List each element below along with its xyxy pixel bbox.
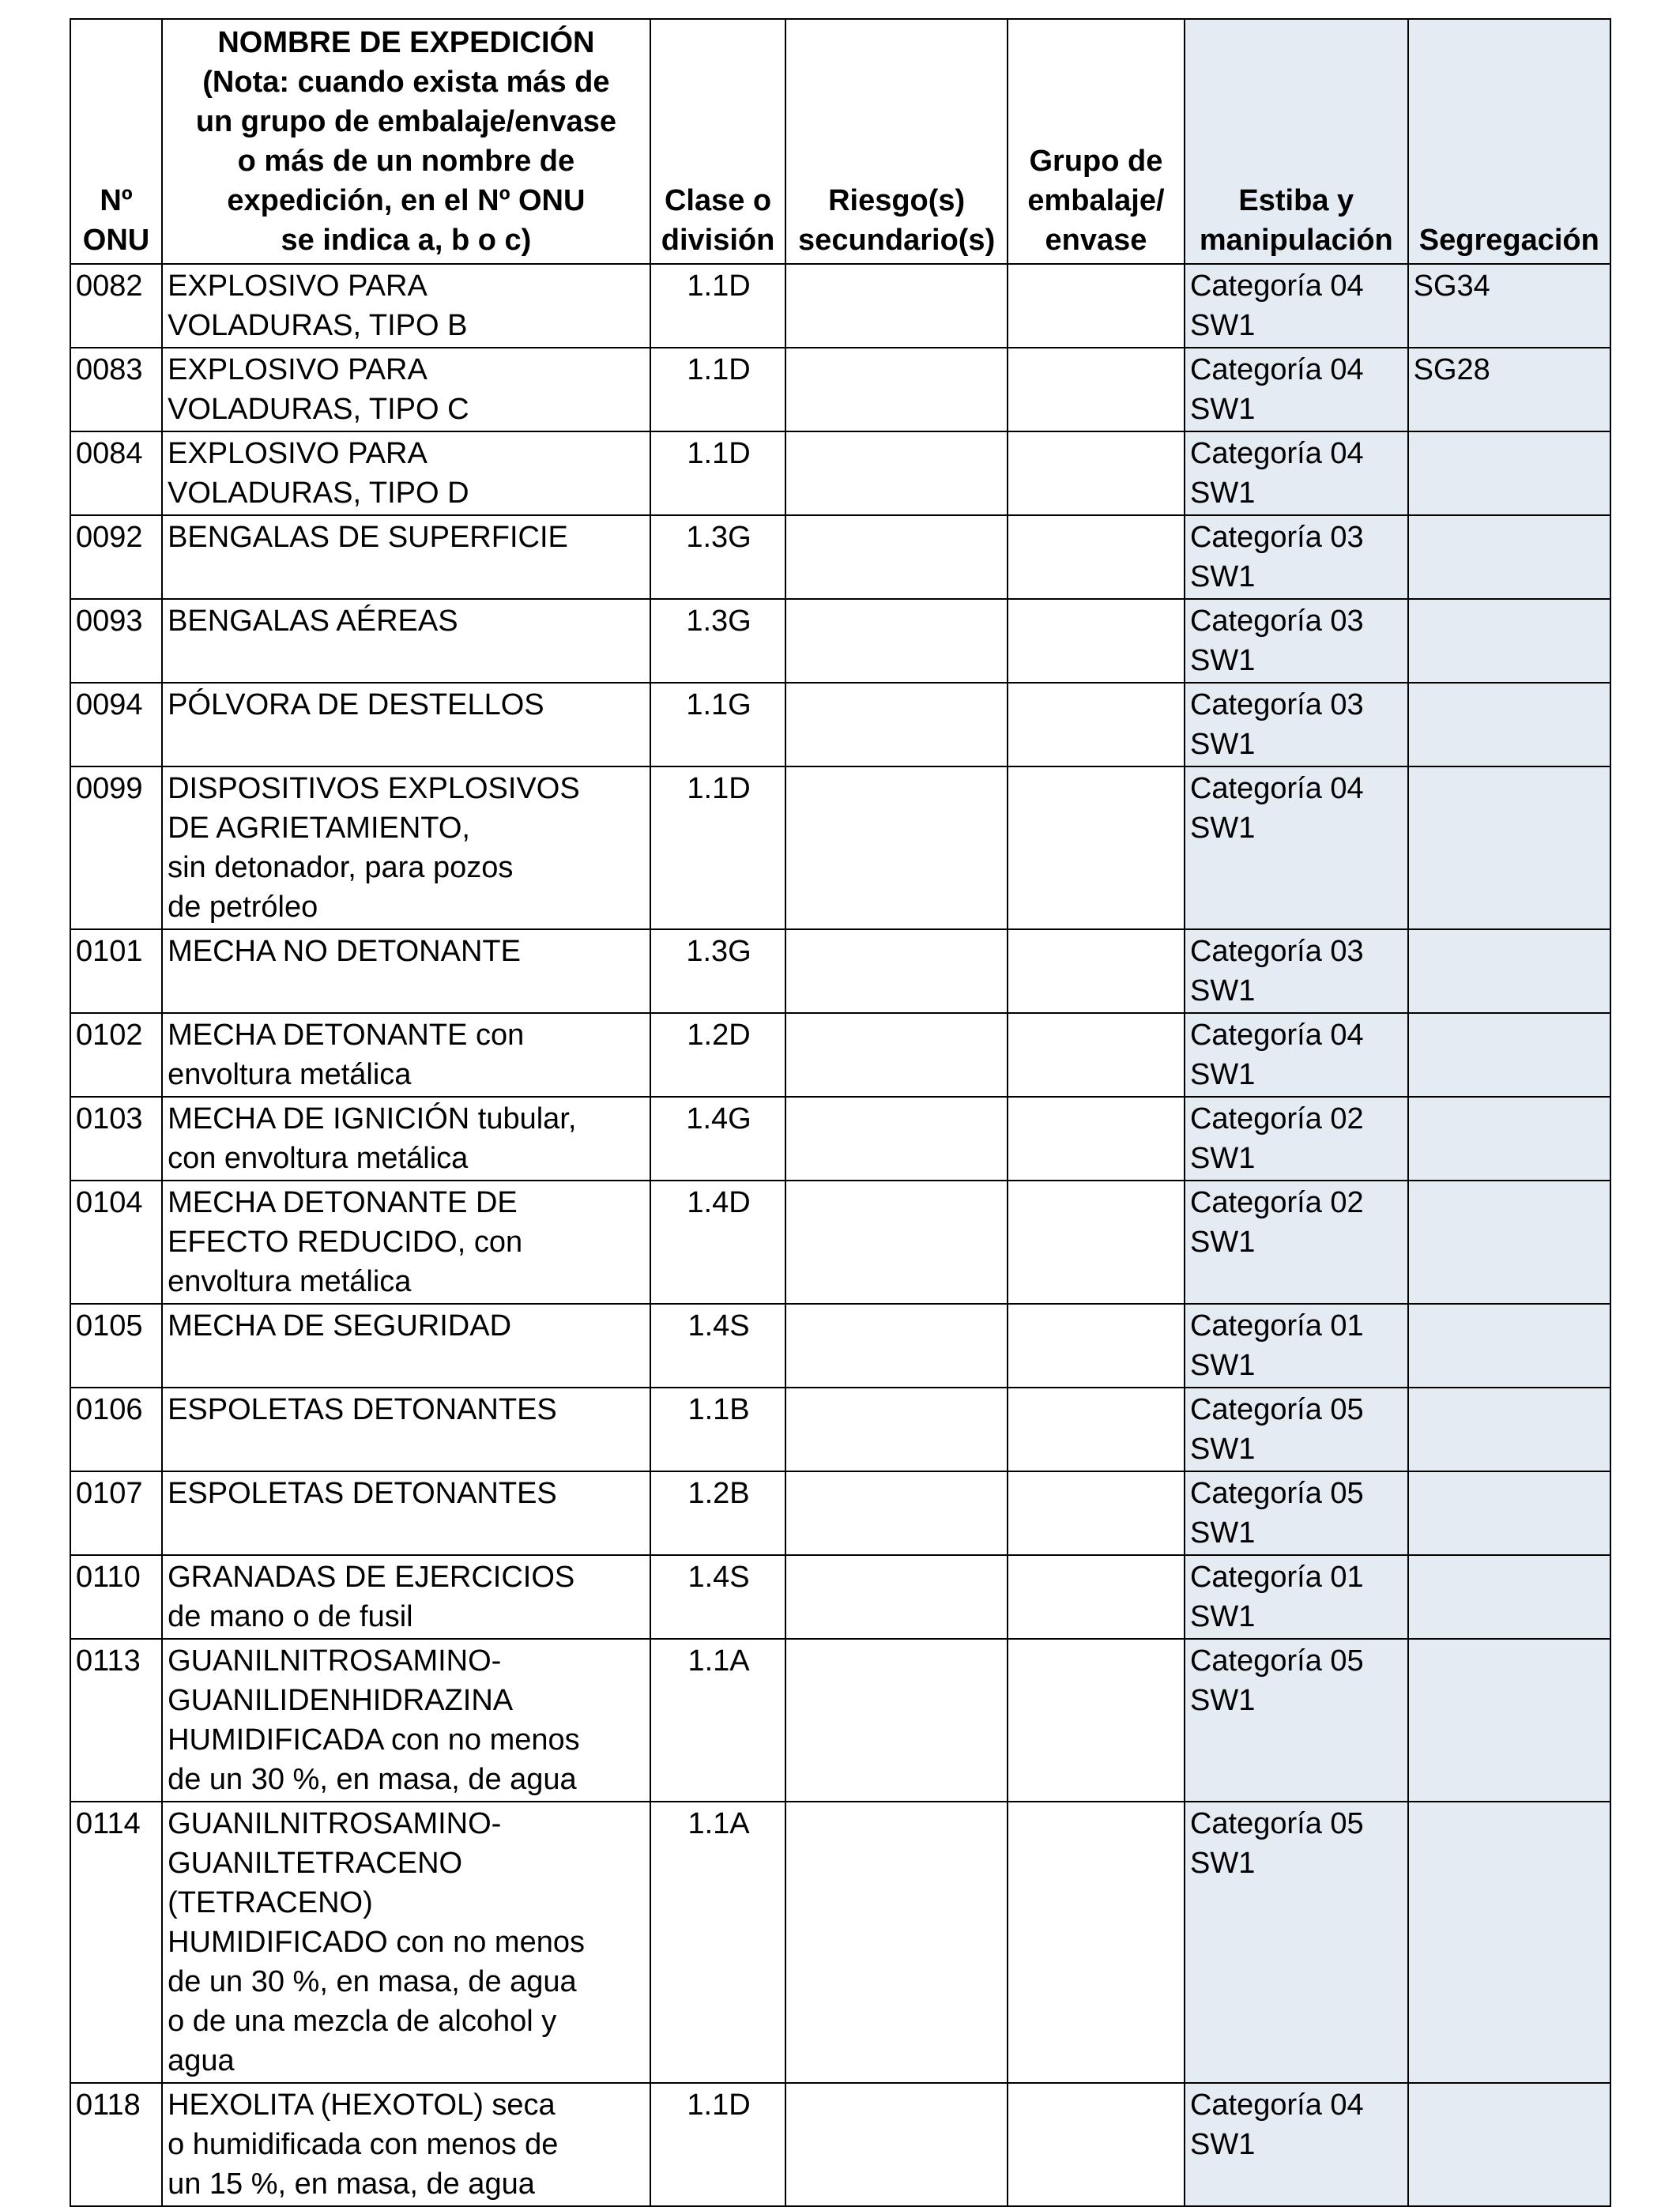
- cell-class: 1.4S: [650, 1555, 786, 1639]
- table-row: [70, 1181, 1610, 1304]
- cell-class: 1.1A: [650, 1639, 786, 1802]
- header-class: Clase o división: [650, 19, 786, 264]
- cell-shipping-name: PÓLVORA DE DESTELLOS: [162, 683, 650, 766]
- cell-segregation: [1408, 1471, 1610, 1555]
- cell-class: 1.4D: [650, 1181, 786, 1304]
- cell-packing-group: [1008, 431, 1185, 515]
- cell-packing-group: [1008, 1471, 1185, 1555]
- cell-packing-group: [1008, 1181, 1185, 1304]
- cell-class: 1.2D: [650, 1013, 786, 1097]
- cell-packing-group: [1008, 1304, 1185, 1388]
- table-row: [70, 1013, 1610, 1097]
- cell-segregation: [1408, 1555, 1610, 1639]
- cell-stowage: Categoría 01 SW1: [1185, 1555, 1408, 1639]
- table-row: [70, 929, 1610, 1013]
- cell-segregation: [1408, 1639, 1610, 1802]
- cell-shipping-name: MECHA DETONANTE con envoltura metálica: [162, 1013, 650, 1097]
- cell-onu: 0102: [70, 1013, 162, 1097]
- cell-stowage: Categoría 03 SW1: [1185, 599, 1408, 683]
- table-row: [70, 683, 1610, 766]
- cell-secondary-risk: [785, 1013, 1008, 1097]
- cell-packing-group: [1008, 1388, 1185, 1471]
- header-row: [70, 19, 1610, 264]
- cell-secondary-risk: [785, 348, 1008, 431]
- table-row: [70, 264, 1610, 348]
- cell-onu: 0106: [70, 1388, 162, 1471]
- cell-segregation: [1408, 515, 1610, 599]
- cell-shipping-name: MECHA DE SEGURIDAD: [162, 1304, 650, 1388]
- cell-stowage: Categoría 05 SW1: [1185, 1388, 1408, 1471]
- cell-onu: 0118: [70, 2083, 162, 2206]
- cell-segregation: [1408, 1802, 1610, 2083]
- cell-shipping-name: GUANILNITROSAMINO- GUANILIDENHIDRAZINA HUMIDIFICADA con no menos de un 30 %, en masa, de agua: [162, 1639, 650, 1802]
- header-segregation: Segregación: [1408, 19, 1610, 264]
- cell-stowage: Categoría 05 SW1: [1185, 1471, 1408, 1555]
- cell-class: 1.2B: [650, 1471, 786, 1555]
- cell-segregation: [1408, 683, 1610, 766]
- cell-class: 1.3G: [650, 515, 786, 599]
- cell-packing-group: [1008, 766, 1185, 929]
- header-onu: Nº ONU: [70, 19, 162, 264]
- cell-class: 1.1D: [650, 2083, 786, 2206]
- table-row: [70, 1802, 1610, 2083]
- cell-shipping-name: DISPOSITIVOS EXPLOSIVOS DE AGRIETAMIENTO, sin detonador, para pozos de petróleo: [162, 766, 650, 929]
- table-row: [70, 2083, 1610, 2206]
- cell-class: 1.1D: [650, 348, 786, 431]
- cell-segregation: [1408, 1304, 1610, 1388]
- cell-stowage: Categoría 04 SW1: [1185, 2083, 1408, 2206]
- cell-packing-group: [1008, 2083, 1185, 2206]
- header-secondary-risk: Riesgo(s) secundario(s): [785, 19, 1008, 264]
- cell-class: 1.4G: [650, 1097, 786, 1181]
- cell-stowage: Categoría 04 SW1: [1185, 348, 1408, 431]
- cell-segregation: [1408, 1013, 1610, 1097]
- cell-secondary-risk: [785, 1181, 1008, 1304]
- cell-class: 1.1B: [650, 1388, 786, 1471]
- cell-secondary-risk: [785, 766, 1008, 929]
- cell-secondary-risk: [785, 683, 1008, 766]
- cell-secondary-risk: [785, 929, 1008, 1013]
- dangerous-goods-table: [70, 18, 1611, 2207]
- cell-class: 1.1G: [650, 683, 786, 766]
- cell-segregation: SG28: [1408, 348, 1610, 431]
- cell-packing-group: [1008, 929, 1185, 1013]
- cell-class: 1.1A: [650, 1802, 786, 2083]
- cell-packing-group: [1008, 264, 1185, 348]
- cell-shipping-name: EXPLOSIVO PARA VOLADURAS, TIPO C: [162, 348, 650, 431]
- cell-onu: 0107: [70, 1471, 162, 1555]
- cell-onu: 0084: [70, 431, 162, 515]
- cell-segregation: [1408, 929, 1610, 1013]
- cell-class: 1.1D: [650, 431, 786, 515]
- header-packing-group: Grupo de embalaje/ envase: [1008, 19, 1185, 264]
- cell-class: 1.1D: [650, 264, 786, 348]
- cell-stowage: Categoría 04 SW1: [1185, 264, 1408, 348]
- cell-segregation: [1408, 431, 1610, 515]
- cell-shipping-name: BENGALAS DE SUPERFICIE: [162, 515, 650, 599]
- cell-secondary-risk: [785, 1471, 1008, 1555]
- cell-stowage: Categoría 02 SW1: [1185, 1181, 1408, 1304]
- cell-packing-group: [1008, 348, 1185, 431]
- cell-shipping-name: HEXOLITA (HEXOTOL) seca o humidificada con menos de un 15 %, en masa, de agua: [162, 2083, 650, 2206]
- cell-secondary-risk: [785, 1304, 1008, 1388]
- cell-segregation: [1408, 599, 1610, 683]
- cell-packing-group: [1008, 1555, 1185, 1639]
- cell-stowage: Categoría 02 SW1: [1185, 1097, 1408, 1181]
- cell-stowage: Categoría 04 SW1: [1185, 766, 1408, 929]
- cell-shipping-name: GRANADAS DE EJERCICIOS de mano o de fusil: [162, 1555, 650, 1639]
- cell-onu: 0105: [70, 1304, 162, 1388]
- cell-packing-group: [1008, 1639, 1185, 1802]
- table-row: [70, 431, 1610, 515]
- cell-class: 1.4S: [650, 1304, 786, 1388]
- cell-segregation: [1408, 1388, 1610, 1471]
- cell-stowage: Categoría 03 SW1: [1185, 515, 1408, 599]
- cell-stowage: Categoría 05 SW1: [1185, 1802, 1408, 2083]
- cell-secondary-risk: [785, 1802, 1008, 2083]
- cell-secondary-risk: [785, 1639, 1008, 1802]
- cell-stowage: Categoría 03 SW1: [1185, 929, 1408, 1013]
- cell-class: 1.3G: [650, 599, 786, 683]
- cell-shipping-name: GUANILNITROSAMINO- GUANILTETRACENO (TETRACENO) HUMIDIFICADO con no menos de un 30 %, en masa, de agua o de una mezcla de alcohol y agua: [162, 1802, 650, 2083]
- cell-onu: 0104: [70, 1181, 162, 1304]
- cell-secondary-risk: [785, 264, 1008, 348]
- cell-packing-group: [1008, 1097, 1185, 1181]
- table-row: [70, 1471, 1610, 1555]
- cell-onu: 0093: [70, 599, 162, 683]
- cell-onu: 0083: [70, 348, 162, 431]
- table-row: [70, 1388, 1610, 1471]
- cell-secondary-risk: [785, 1555, 1008, 1639]
- header-shipping-name: NOMBRE DE EXPEDICIÓN (Nota: cuando exista más de un grupo de embalaje/envase o más de un nombre de expedición, en el Nº ONU se indica a, b o c): [162, 19, 650, 264]
- table-row: [70, 1555, 1610, 1639]
- cell-onu: 0082: [70, 264, 162, 348]
- cell-class: 1.3G: [650, 929, 786, 1013]
- cell-shipping-name: BENGALAS AÉREAS: [162, 599, 650, 683]
- table-row: [70, 1304, 1610, 1388]
- cell-segregation: [1408, 766, 1610, 929]
- cell-stowage: Categoría 03 SW1: [1185, 683, 1408, 766]
- cell-secondary-risk: [785, 431, 1008, 515]
- cell-shipping-name: MECHA DETONANTE DE EFECTO REDUCIDO, con envoltura metálica: [162, 1181, 650, 1304]
- cell-onu: 0114: [70, 1802, 162, 2083]
- cell-packing-group: [1008, 599, 1185, 683]
- cell-packing-group: [1008, 1013, 1185, 1097]
- table-row: [70, 1639, 1610, 1802]
- cell-packing-group: [1008, 683, 1185, 766]
- cell-onu: 0110: [70, 1555, 162, 1639]
- cell-segregation: SG34: [1408, 264, 1610, 348]
- cell-onu: 0113: [70, 1639, 162, 1802]
- cell-secondary-risk: [785, 1388, 1008, 1471]
- cell-onu: 0094: [70, 683, 162, 766]
- cell-secondary-risk: [785, 2083, 1008, 2206]
- table-row: [70, 766, 1610, 929]
- cell-onu: 0092: [70, 515, 162, 599]
- cell-secondary-risk: [785, 1097, 1008, 1181]
- table-row: [70, 348, 1610, 431]
- cell-shipping-name: ESPOLETAS DETONANTES: [162, 1471, 650, 1555]
- cell-class: 1.1D: [650, 766, 786, 929]
- cell-shipping-name: EXPLOSIVO PARA VOLADURAS, TIPO D: [162, 431, 650, 515]
- cell-packing-group: [1008, 515, 1185, 599]
- cell-shipping-name: MECHA DE IGNICIÓN tubular, con envoltura metálica: [162, 1097, 650, 1181]
- cell-onu: 0101: [70, 929, 162, 1013]
- cell-secondary-risk: [785, 599, 1008, 683]
- header-stowage: Estiba y manipulación: [1185, 19, 1408, 264]
- table-row: [70, 599, 1610, 683]
- cell-packing-group: [1008, 1802, 1185, 2083]
- cell-stowage: Categoría 01 SW1: [1185, 1304, 1408, 1388]
- cell-segregation: [1408, 1097, 1610, 1181]
- cell-stowage: Categoría 04 SW1: [1185, 1013, 1408, 1097]
- cell-stowage: Categoría 04 SW1: [1185, 431, 1408, 515]
- cell-shipping-name: EXPLOSIVO PARA VOLADURAS, TIPO B: [162, 264, 650, 348]
- cell-onu: 0103: [70, 1097, 162, 1181]
- cell-secondary-risk: [785, 515, 1008, 599]
- cell-segregation: [1408, 2083, 1610, 2206]
- cell-segregation: [1408, 1181, 1610, 1304]
- table-row: [70, 515, 1610, 599]
- cell-shipping-name: ESPOLETAS DETONANTES: [162, 1388, 650, 1471]
- cell-shipping-name: MECHA NO DETONANTE: [162, 929, 650, 1013]
- cell-onu: 0099: [70, 766, 162, 929]
- table-row: [70, 1097, 1610, 1181]
- cell-stowage: Categoría 05 SW1: [1185, 1639, 1408, 1802]
